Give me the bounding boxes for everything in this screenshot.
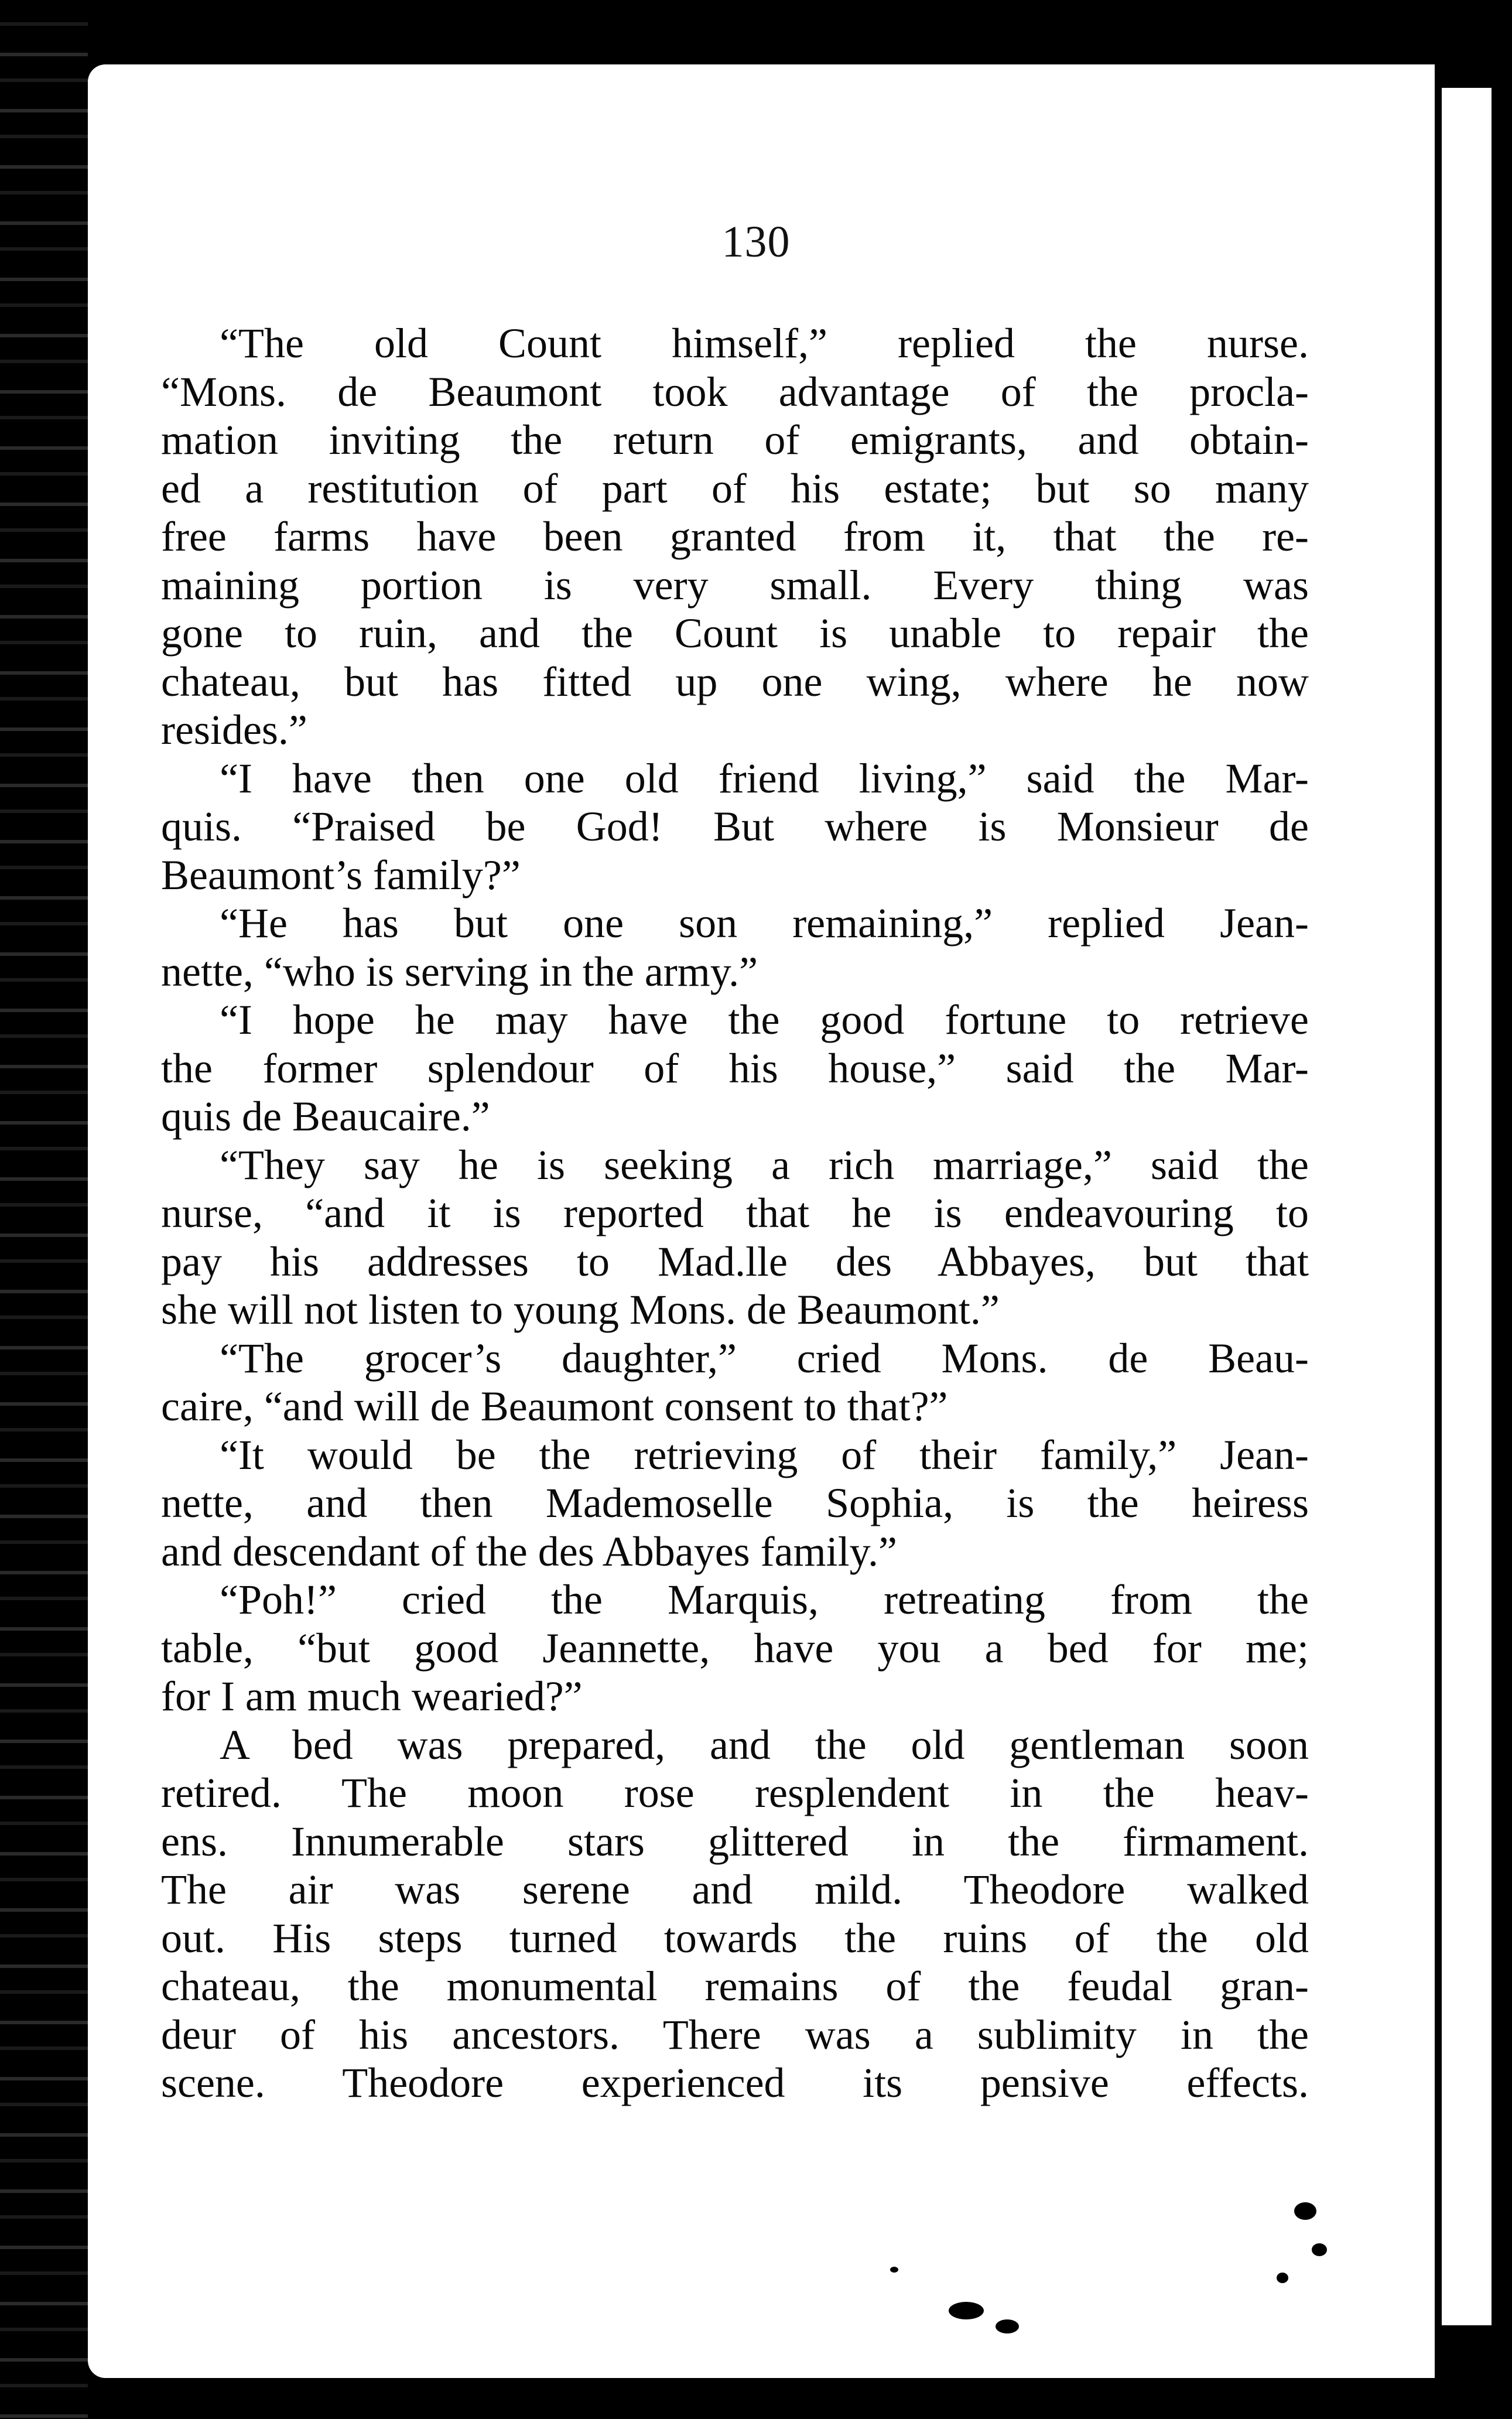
- text-line: maining portion is very small. Every thing was: [161, 561, 1309, 609]
- text-line: free farms have been granted from it, that the re-: [161, 513, 1309, 560]
- text-line: quis de Beaucaire.”: [161, 1093, 490, 1140]
- scan-speck: [890, 2267, 898, 2273]
- text-line: “Poh!” cried the Marquis, retreating from the: [220, 1576, 1309, 1623]
- text-line: nette, and then Mademoselle Sophia, is the heiress: [161, 1480, 1309, 1526]
- body-text: [161, 319, 1309, 2107]
- text-line: mation inviting the return of emigrants, and obtain-: [161, 416, 1309, 463]
- text-line: nette, “who is serving in the army.”: [161, 948, 758, 995]
- text-line: ed a restitution of part of his estate; but so many: [161, 464, 1309, 512]
- text-line: resides.”: [161, 706, 307, 753]
- text-line: for I am much wearied?”: [161, 1673, 583, 1720]
- text-line: “I hope he may have the good fortune to retrieve: [220, 996, 1309, 1043]
- scan-right-shadow: [1435, 70, 1442, 2355]
- text-line: and descendant of the des Abbayes family.”: [161, 1528, 897, 1575]
- scan-speck: [1312, 2243, 1327, 2256]
- text-line: ens. Innumerable stars glittered in the firmament.: [161, 1817, 1309, 1865]
- text-line: quis. “Praised be God! But where is Monsieur de: [161, 803, 1309, 850]
- text-line: scene. Theodore experienced its pensive effects.: [161, 2059, 1309, 2106]
- text-line: retired. The moon rose resplendent in the heav-: [161, 1769, 1309, 1816]
- scan-speck: [949, 2302, 984, 2319]
- text-line: “The old Count himself,” replied the nurse.: [220, 320, 1309, 367]
- text-line: table, “but good Jeannette, have you a bed for me;: [161, 1624, 1309, 1672]
- text-line: “They say he is seeking a rich marriage,” said the: [220, 1141, 1309, 1188]
- text-line: “The grocer’s daughter,” cried Mons. de Beau-: [220, 1334, 1309, 1382]
- text-line: the former splendour of his house,” said the Mar-: [161, 1044, 1309, 1092]
- text-line: pay his addresses to Mad.lle des Abbayes, but that: [161, 1238, 1309, 1285]
- facing-page-edge: [1442, 88, 1492, 2325]
- text-line: nurse, “and it is reported that he is endeavouring to: [161, 1190, 1309, 1236]
- scan-left-edge: [0, 0, 88, 2419]
- page-number: 130: [721, 217, 791, 266]
- text-line: chateau, the monumental remains of the feudal gran-: [161, 1963, 1309, 2010]
- text-line: Beaumont’s family?”: [161, 851, 521, 898]
- text-line: A bed was prepared, and the old gentleman soon: [220, 1721, 1309, 1768]
- text-line: The air was serene and mild. Theodore walked: [161, 1866, 1309, 1913]
- text-line: out. His steps turned towards the ruins of the old: [161, 1914, 1309, 1962]
- scan-speck: [996, 2319, 1019, 2333]
- text-line: gone to ruin, and the Count is unable to repair the: [161, 610, 1309, 657]
- text-line: she will not listen to young Mons. de Beaumont.”: [161, 1286, 1000, 1333]
- text-line: “Mons. de Beaumont took advantage of the procla-: [161, 368, 1309, 415]
- text-line: chateau, but has fitted up one wing, where he now: [161, 658, 1309, 705]
- text-line: “He has but one son remaining,” replied Jean-: [220, 900, 1309, 947]
- text-line: “It would be the retrieving of their family,” Jean-: [220, 1431, 1309, 1478]
- scan-speck: [1277, 2273, 1288, 2283]
- text-line: caire, “and will de Beaumont consent to that?”: [161, 1383, 948, 1430]
- text-line: “I have then one old friend living,” said the Mar-: [220, 754, 1309, 802]
- text-line: deur of his ancestors. There was a sublimity in the: [161, 2011, 1309, 2058]
- scan-speck: [1294, 2202, 1316, 2220]
